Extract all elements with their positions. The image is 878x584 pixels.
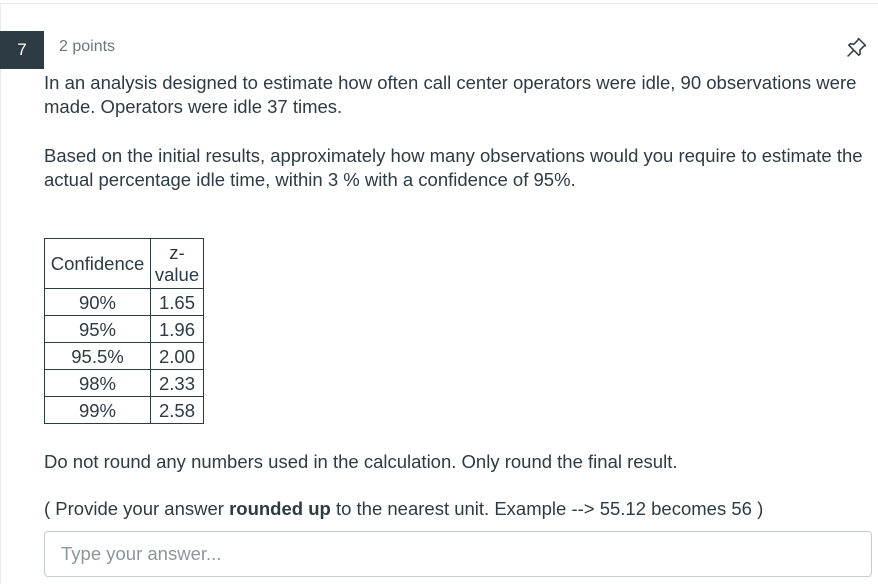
- table-row: [45, 316, 204, 343]
- z-value-cell: 1.65: [151, 289, 204, 316]
- confidence-cell: 90%: [45, 289, 151, 316]
- instructions-bold: rounded up: [229, 498, 331, 519]
- table-row: [45, 343, 204, 370]
- answer-instructions: [44, 498, 763, 520]
- header-confidence: Confidence: [45, 239, 151, 289]
- z-value-cell: 1.96: [151, 316, 204, 343]
- confidence-cell: 99%: [45, 397, 151, 424]
- question-points: 2 points: [59, 38, 116, 55]
- question-number-badge: 7: [0, 31, 44, 69]
- table-row: [45, 370, 204, 397]
- pin-icon[interactable]: [846, 36, 868, 58]
- table-row: [45, 289, 204, 316]
- z-value-cell: 2.58: [151, 397, 204, 424]
- instructions-prefix: ( Provide your answer: [44, 498, 230, 519]
- confidence-cell: 95%: [45, 316, 151, 343]
- header-z-value: z-value: [151, 239, 204, 289]
- confidence-cell: 95.5%: [45, 343, 151, 370]
- table-header-row: [45, 239, 204, 289]
- z-value-cell: 2.33: [151, 370, 204, 397]
- instructions-suffix: to the nearest unit. Example --> 55.12 becomes 56 ): [330, 498, 764, 519]
- rounding-note: Do not round any numbers used in the calculation. Only round the final result.: [44, 451, 678, 472]
- answer-input[interactable]: [44, 531, 872, 577]
- left-divider: [0, 4, 1, 584]
- question-paragraph-1: In an analysis designed to estimate how often call center operators were idle, 90 observations were made. Operators were idle 37 times.: [44, 72, 857, 117]
- question-paragraph-2: Based on the initial results, approximately how many observations would you require to estimate the actual percentage idle time, within 3 % with a confidence of 95%.: [44, 145, 863, 190]
- confidence-cell: 98%: [45, 370, 151, 397]
- z-value-cell: 2.00: [151, 343, 204, 370]
- z-value-table: [44, 238, 204, 424]
- top-divider: [0, 3, 878, 4]
- table-row: [45, 397, 204, 424]
